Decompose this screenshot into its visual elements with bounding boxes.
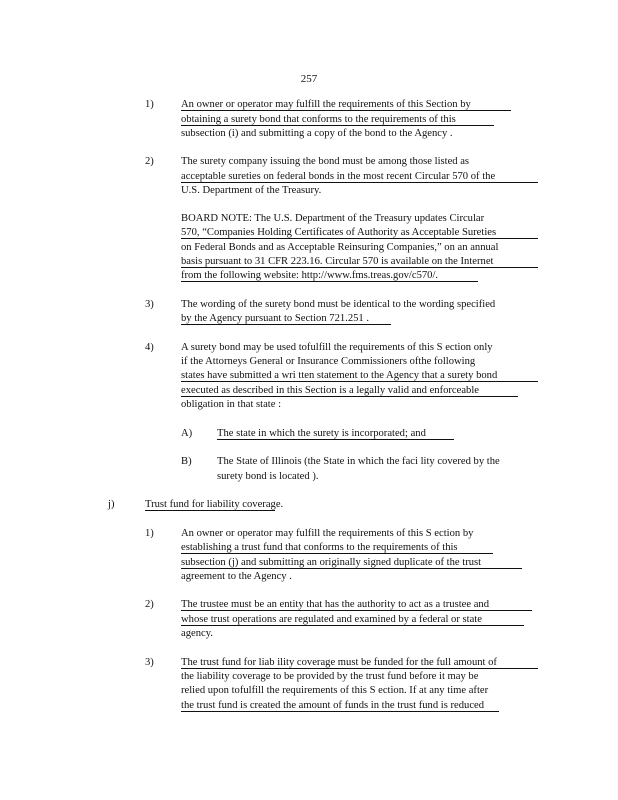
text-line: relied upon tofulfill the requirements of this S ection. If at any time after [181,685,489,696]
item-number: 1) [145,528,154,539]
text-line: states have submitted a wri tten statement to the Agency that a surety bond [181,370,538,382]
item-number: 3) [145,657,154,668]
text-line: The state in which the surety is incorporated; and [217,428,454,440]
text-line: if the Attorneys General or Insurance Commissioners ofthe following [181,356,476,367]
text-line: agency. [181,628,213,639]
subitem-label: A) [181,428,193,439]
text-line: A surety bond may be used tofulfill the requirements of this S ection only [181,342,493,353]
board-note-line: from the following website: http://www.fms.treas.gov/c570/. [181,270,478,282]
text-line: An owner or operator may fulfill the requirements of this Section by [181,99,511,111]
text-line: agreement to the Agency . [181,571,292,582]
text-line: surety bond is located ). [217,471,319,482]
text-line: The surety company issuing the bond must be among those listed as [181,156,470,167]
text-line: establishing a trust fund that conforms to the requirements of this [181,542,493,554]
text-line: subsection (j) and submitting an originally signed duplicate of the trust [181,557,522,569]
item-number: 3) [145,299,154,310]
section-title: Trust fund for liability coverage. [145,499,284,510]
text-line: obtaining a surety bond that conforms to the requirements of this [181,114,494,126]
page-number: 257 [300,73,318,85]
subitem-label: B) [181,456,192,467]
text-line: The wording of the surety bond must be identical to the wording specified [181,299,496,310]
text-line: acceptable sureties on federal bonds in the most recent Circular 570 of the [181,171,538,183]
item-number: 1) [145,99,154,110]
text-line: the trust fund is created the amount of funds in the trust fund is reduced [181,700,499,712]
item-number: 2) [145,156,154,167]
text-line: The trust fund for liab ility coverage must be funded for the full amount of [181,657,538,669]
board-note-line: 570, “Companies Holding Certificates of Authority as Acceptable Sureties [181,227,538,239]
text-line: The State of Illinois (the State in which the faci lity covered by the [217,456,500,467]
text-line: by the Agency pursuant to Section 721.251 . [181,313,391,325]
text-line: An owner or operator may fulfill the requirements of this S ection by [181,528,474,539]
board-note-line: on Federal Bonds and as Acceptable Reinsuring Companies,” on an annual [181,242,499,253]
section-label: j) [108,499,115,510]
text-line: obligation in that state : [181,399,282,410]
text-line: executed as described in this Section is a legally valid and enforceable [181,385,518,397]
item-number: 2) [145,599,154,610]
text-line: the liability coverage to be provided by the trust fund before it may be [181,671,479,682]
text-line: whose trust operations are regulated and examined by a federal or state [181,614,524,626]
item-number: 4) [145,342,154,353]
text-line: subsection (i) and submitting a copy of the bond to the Agency . [181,128,453,139]
board-note-line: basis pursuant to 31 CFR 223.16. Circular 570 is available on the Internet [181,256,538,268]
board-note-line: BOARD NOTE: The U.S. Department of the Treasury updates Circular [181,213,485,224]
text-line: The trustee must be an entity that has the authority to act as a trustee and [181,599,532,611]
text-line: U.S. Department of the Treasury. [181,185,322,196]
